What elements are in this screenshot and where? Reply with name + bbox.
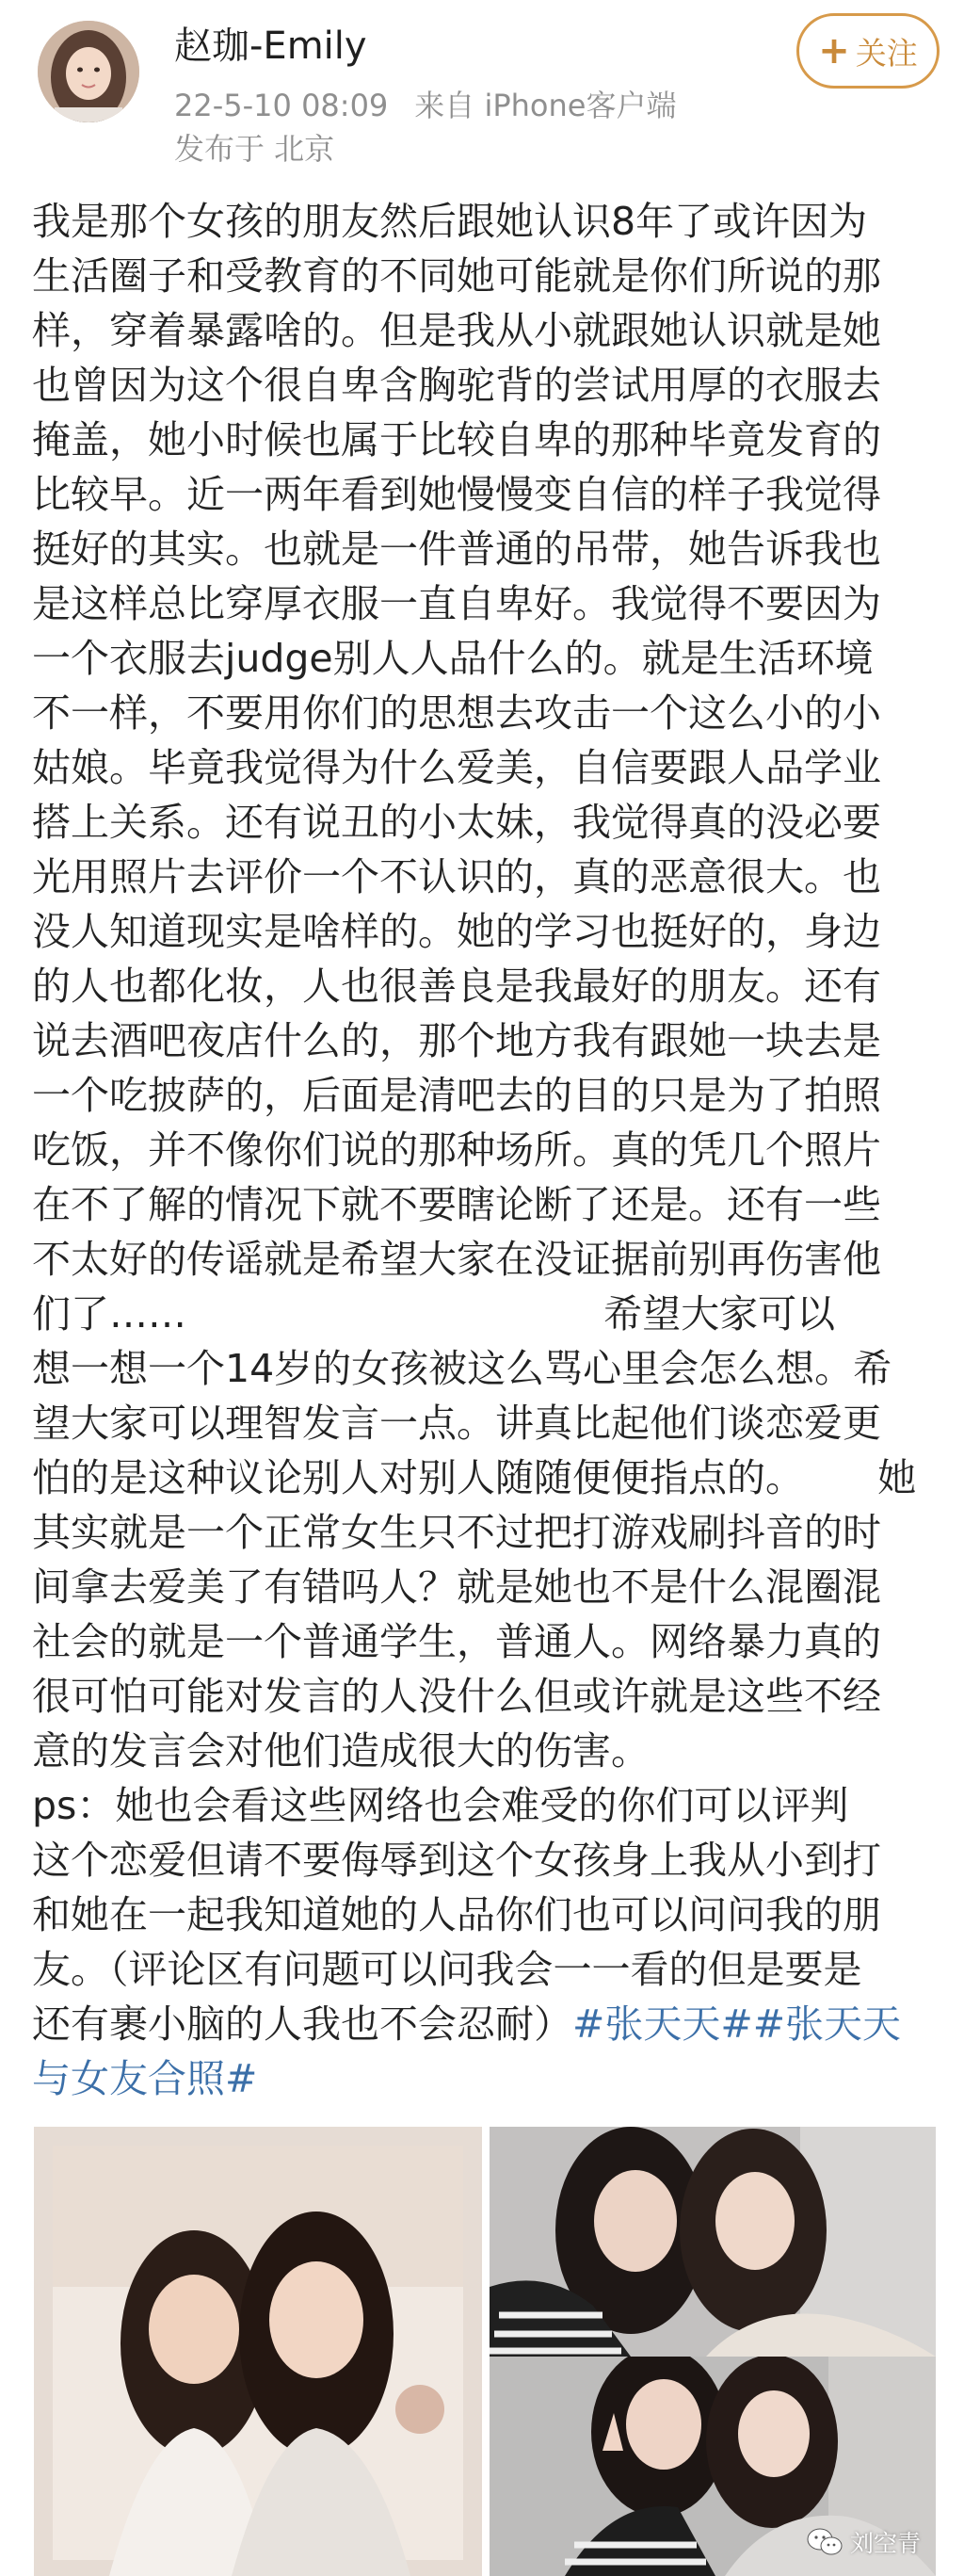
post-text-line: 一个吃披萨的，后面是清吧去的目的只是为了拍照	[32, 1073, 881, 1118]
post-text-line: 不一样，不要用你们的思想去攻击一个这么小的小	[32, 690, 881, 736]
post-text-line: 我是那个女孩的朋友然后跟她认识8年了或许因为	[32, 199, 868, 244]
post-text-line: 望大家可以理智发言一点。讲真比起他们谈恋爱更	[32, 1401, 881, 1446]
watermark	[807, 2525, 921, 2559]
post-text-line: 搭上关系。还有说丑的小太妹，我觉得真的没必要	[32, 800, 881, 845]
post-text-line: 是这样总比穿厚衣服一直自卑好。我觉得不要因为	[32, 581, 881, 626]
post-text-line: 在不了解的情况下就不要瞎论断了还是。还有一些	[32, 1182, 881, 1227]
post-location: 发布于 北京	[174, 131, 335, 167]
hashtag-link[interactable]: 与女友合照#	[32, 2056, 258, 2101]
post-text-line: 怕的是这种议论别人对别人随随便便指点的。 她	[32, 1455, 917, 1500]
post-text-line: 友。（评论区有问题可以问我会一一看的但是要是	[32, 1947, 862, 1992]
post-text-line: 没人知道现实是啥样的。她的学习也挺好的，身边	[32, 909, 881, 954]
watermark-text: 刘空青	[849, 2530, 921, 2557]
hashtag-link[interactable]: #张天天##张天天	[572, 2001, 902, 2047]
post-text	[32, 194, 941, 2106]
post-text-line: 们了…… 希望大家可以	[32, 1291, 836, 1337]
post-text-fragment: 还有裹小脑的人我也不会忍耐）	[32, 2001, 572, 2047]
post-text-line: 比较早。近一两年看到她慢慢变自信的样子我觉得	[32, 472, 881, 517]
username[interactable]: 赵珈-Emily	[174, 24, 367, 68]
avatar-image	[38, 21, 139, 122]
avatar[interactable]	[38, 21, 139, 122]
post-text-line: ps：她也会看这些网络也会难受的你们可以评判	[32, 1783, 849, 1828]
post-text-line: 的人也都化妆，人也很善良是我最好的朋友。还有	[32, 964, 881, 1009]
post-text-line: 样，穿着暴露啥的。但是我从小就跟她认识就是她	[32, 308, 881, 353]
post-text-line: 间拿去爱美了有错吗人？就是她也不是什么混圈混	[32, 1564, 881, 1610]
follow-button[interactable]	[796, 13, 940, 89]
photo-childhood[interactable]	[34, 2127, 482, 2576]
post-source: 来自 iPhone客户端	[414, 88, 677, 123]
photo-grid	[34, 2127, 936, 2576]
post-text-line	[32, 2051, 941, 2106]
post-text-line: 社会的就是一个普通学生，普通人。网络暴力真的	[32, 1619, 881, 1664]
post-text-line: 其实就是一个正常女生只不过把打游戏刷抖音的时	[32, 1510, 881, 1555]
wechat-icon	[807, 2527, 843, 2557]
post-header	[0, 0, 964, 188]
post-text-line: 一个衣服去judge别人人品什么的。就是生活环境	[32, 636, 874, 681]
post-text-line: 也曾因为这个很自卑含胸驼背的尝试用厚的衣服去	[32, 363, 881, 408]
photo-childhood-image	[34, 2127, 482, 2576]
post-text-line: 说去酒吧夜店什么的，那个地方我有跟她一块去是	[32, 1018, 881, 1063]
post-text-line: 吃饭，并不像你们说的那种场所。真的凭几个照片	[32, 1127, 881, 1173]
post-date: 22-5-10 08:09	[174, 88, 389, 123]
post-text-line: 很可怕可能对发言的人没什么但或许就是这些不经	[32, 1674, 881, 1719]
post-text-line: 想一想一个14岁的女孩被这么骂心里会怎么想。希	[32, 1346, 892, 1391]
post-text-line	[32, 1997, 941, 2051]
photo-selfie-top-image	[490, 2127, 936, 2357]
post-text-line: 这个恋爱但请不要侮辱到这个女孩身上我从小到打	[32, 1838, 881, 1883]
photo-selfie-top[interactable]	[490, 2127, 936, 2357]
post-meta	[174, 87, 676, 124]
post-text-line: 不太好的传谣就是希望大家在没证据前别再伤害他	[32, 1237, 881, 1282]
post-text-line: 意的发言会对他们造成很大的伤害。	[32, 1728, 650, 1774]
post-text-line: 光用照片去评价一个不认识的，真的恶意很大。也	[32, 854, 881, 899]
plus-icon: +	[818, 29, 850, 73]
post-text-line: 掩盖，她小时候也属于比较自卑的那种毕竟发育的	[32, 417, 881, 462]
post-text-line: 和她在一起我知道她的人品你们也可以问问我的朋	[32, 1892, 881, 1937]
post-text-line: 生活圈子和受教育的不同她可能就是你们所说的那	[32, 253, 881, 299]
post-text-line: 姑娘。毕竟我觉得为什么爱美，自信要跟人品学业	[32, 745, 881, 790]
follow-label: 关注	[855, 34, 918, 72]
post-text-line: 挺好的其实。也就是一件普通的吊带，她告诉我也	[32, 527, 881, 572]
